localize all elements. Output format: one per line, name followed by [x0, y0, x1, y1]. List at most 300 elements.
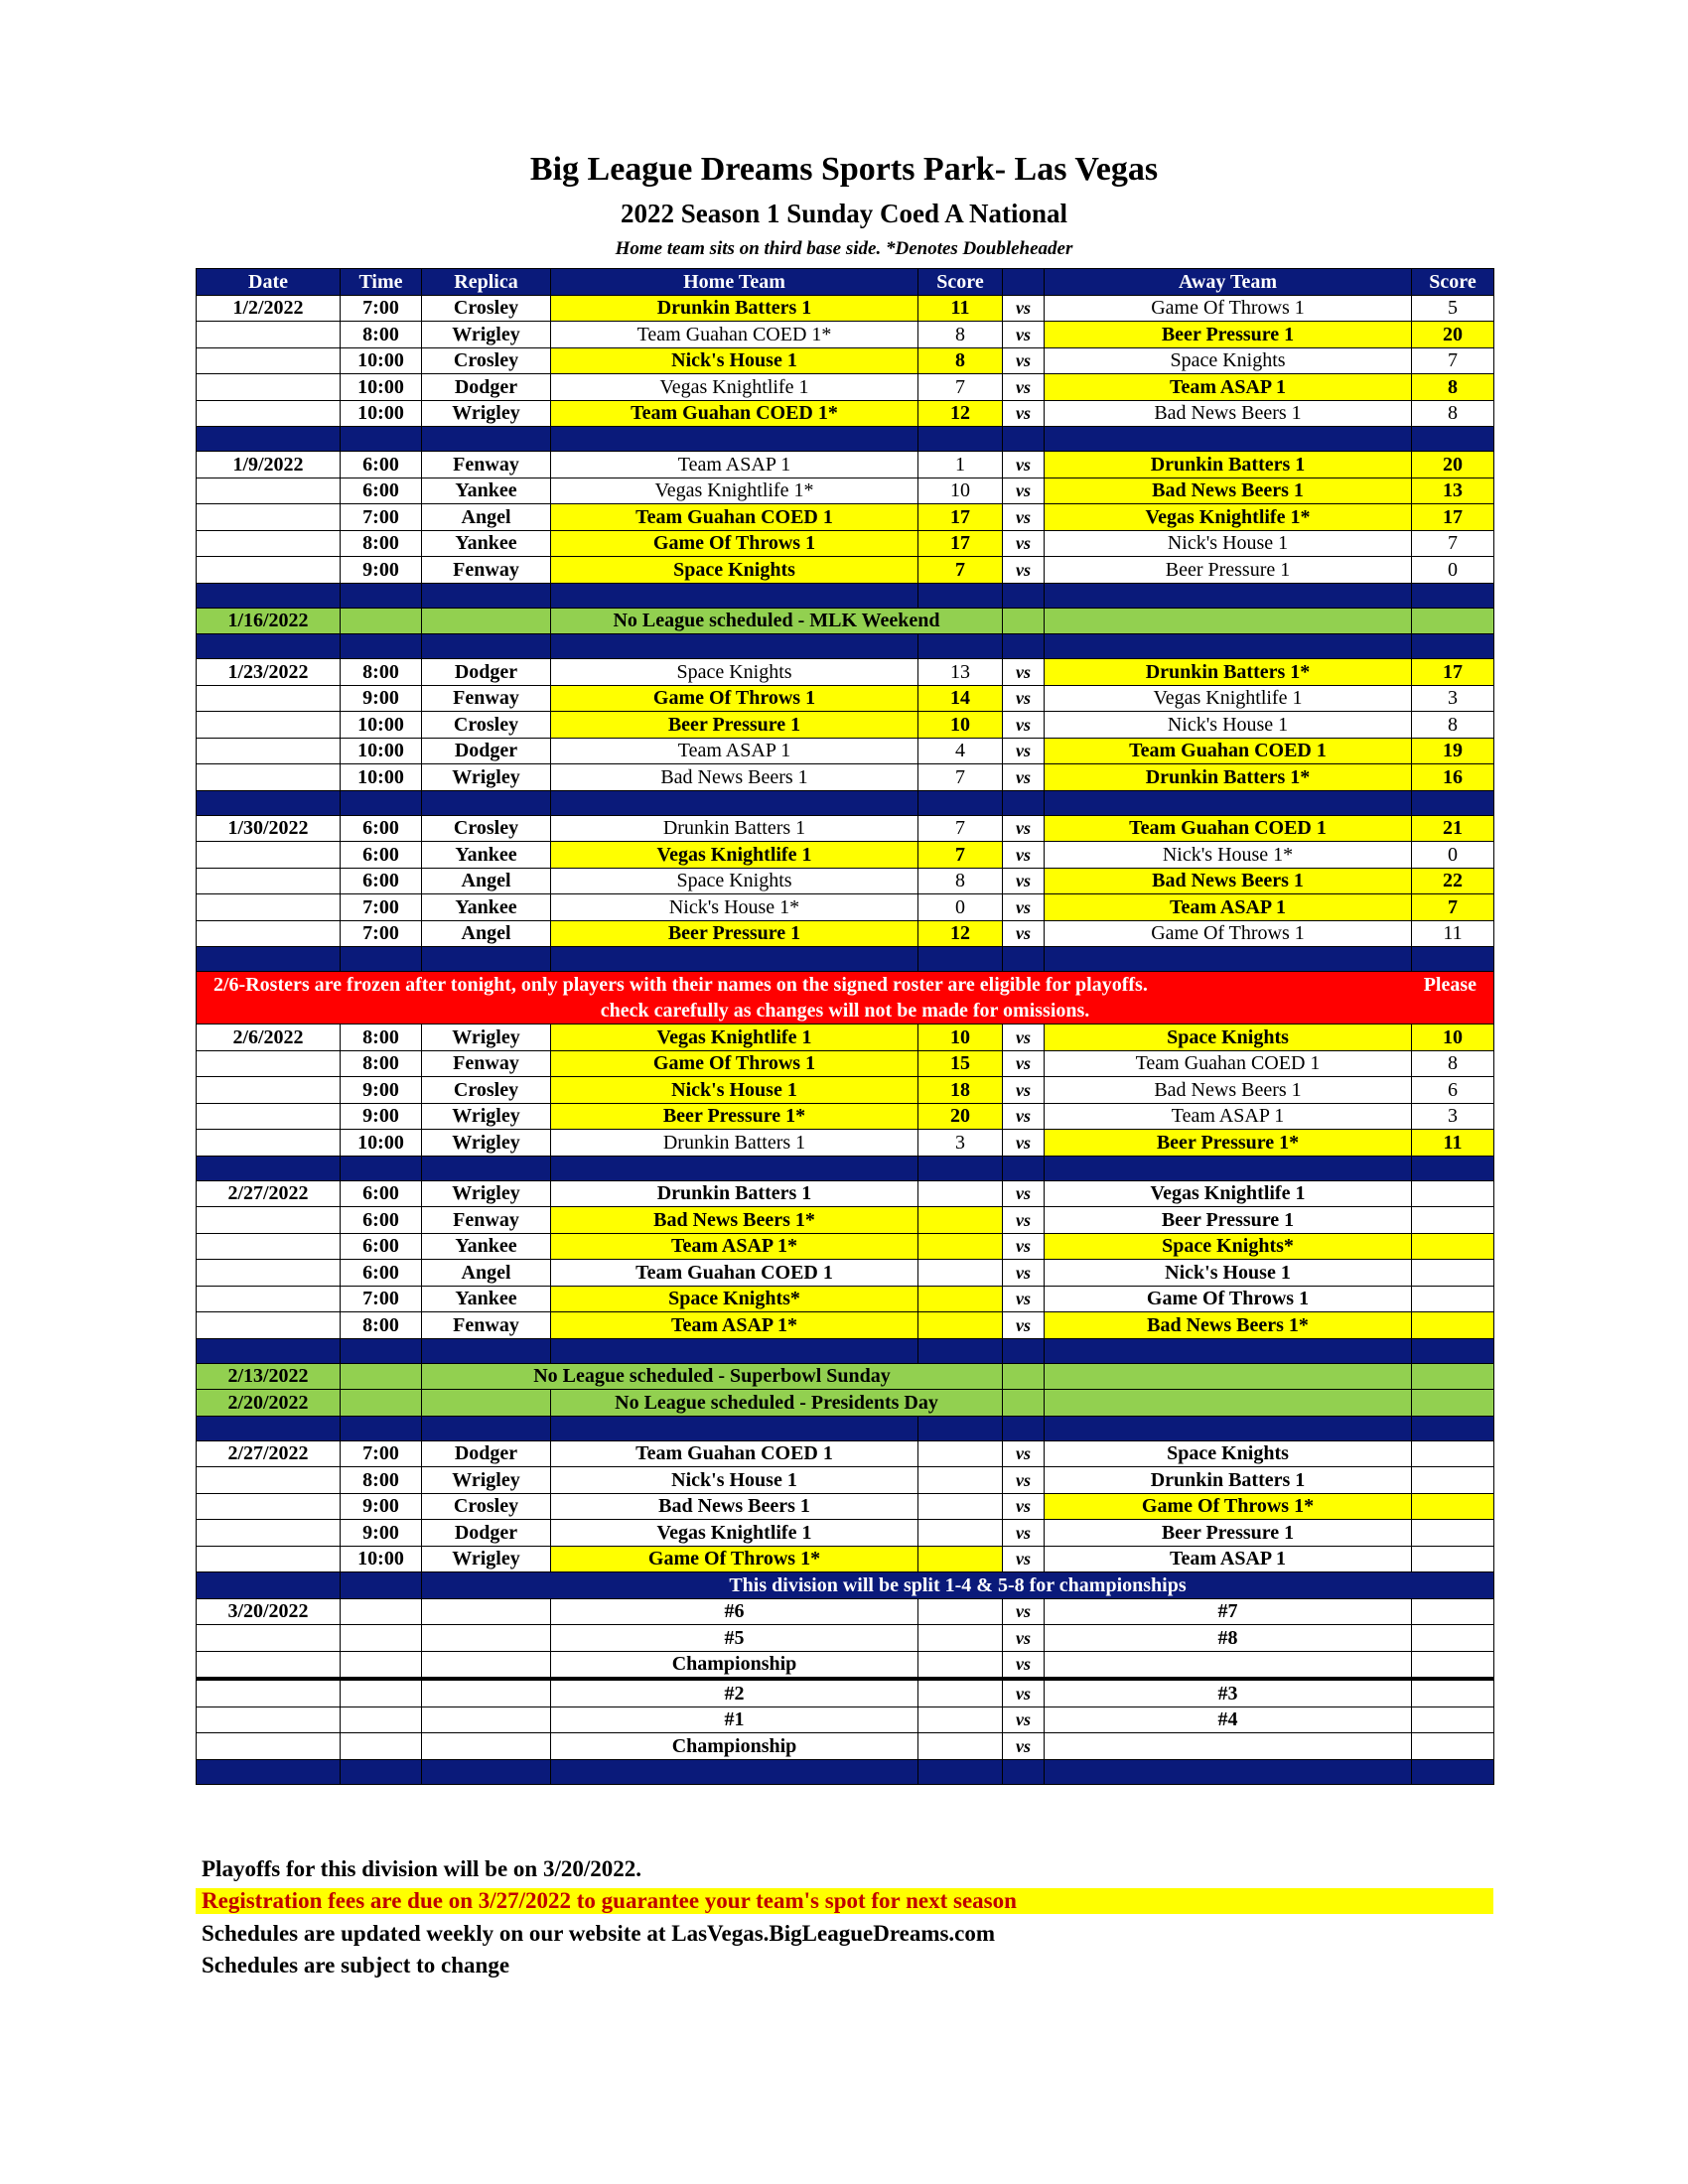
no-league-message: No League scheduled - MLK Weekend — [551, 608, 1003, 634]
replica-cell: Fenway — [422, 1207, 551, 1234]
vs-cell: vs — [1003, 738, 1045, 764]
game-row — [197, 1103, 1494, 1130]
roster-alert-row — [197, 972, 1494, 1024]
game-row — [197, 374, 1494, 401]
game-row — [197, 842, 1494, 869]
separator-cell — [341, 1416, 422, 1440]
time-cell: 9:00 — [341, 1077, 422, 1104]
time-cell: 6:00 — [341, 478, 422, 504]
separator-cell — [1412, 634, 1494, 659]
vs-cell: vs — [1003, 1286, 1045, 1312]
date-cell — [197, 322, 341, 348]
separator-cell — [551, 1759, 918, 1784]
replica-cell: Crosley — [422, 295, 551, 322]
separator-cell — [1003, 1416, 1045, 1440]
away-team-cell: Team ASAP 1 — [1045, 1103, 1412, 1130]
time-cell: 6:00 — [341, 1180, 422, 1207]
time-cell: 10:00 — [341, 764, 422, 791]
away-team-cell: Nick's House 1 — [1045, 712, 1412, 739]
separator-cell — [422, 790, 551, 815]
time-cell — [341, 1572, 422, 1599]
column-header — [1003, 269, 1045, 296]
separator-cell — [918, 947, 1003, 972]
replica-cell: Dodger — [422, 1440, 551, 1467]
vs-cell: vs — [1003, 322, 1045, 348]
column-header: Score — [1412, 269, 1494, 296]
game-row — [197, 815, 1494, 842]
game-row — [197, 1207, 1494, 1234]
away-team-cell: #7 — [1045, 1598, 1412, 1625]
date-cell — [197, 1493, 341, 1520]
home-score-cell — [918, 1598, 1003, 1625]
date-cell — [197, 347, 341, 374]
game-row — [197, 557, 1494, 584]
away-team-cell: Team Guahan COED 1 — [1045, 738, 1412, 764]
away-score-cell — [1412, 1286, 1494, 1312]
separator-cell — [1045, 1759, 1412, 1784]
time-cell: 6:00 — [341, 815, 422, 842]
separator-row — [197, 1338, 1494, 1363]
away-cell — [1045, 608, 1412, 634]
separator-cell — [1045, 634, 1412, 659]
replica-cell: Yankee — [422, 478, 551, 504]
separator-cell — [197, 1759, 341, 1784]
time-cell — [341, 608, 422, 634]
time-cell: 8:00 — [341, 1312, 422, 1339]
vs-cell: vs — [1003, 347, 1045, 374]
vs-cell: vs — [1003, 1180, 1045, 1207]
game-row — [197, 400, 1494, 427]
vs-cell: vs — [1003, 1050, 1045, 1077]
away-team-cell: Game Of Throws 1 — [1045, 295, 1412, 322]
date-cell — [197, 894, 341, 921]
game-row — [197, 685, 1494, 712]
replica-cell: Fenway — [422, 452, 551, 478]
away-team-cell: Vegas Knightlife 1 — [1045, 1180, 1412, 1207]
home-score-cell: 1 — [918, 452, 1003, 478]
away-score-cell: 3 — [1412, 685, 1494, 712]
date-cell: 2/27/2022 — [197, 1180, 341, 1207]
column-header: Time — [341, 269, 422, 296]
vs-cell: vs — [1003, 295, 1045, 322]
column-header: Away Team — [1045, 269, 1412, 296]
home-score-cell — [918, 1312, 1003, 1339]
away-team-cell: Beer Pressure 1 — [1045, 322, 1412, 348]
date-cell — [197, 504, 341, 531]
vs-cell: vs — [1003, 1233, 1045, 1260]
separator-cell — [1412, 947, 1494, 972]
time-cell: 7:00 — [341, 920, 422, 947]
date-cell: 1/2/2022 — [197, 295, 341, 322]
separator-cell — [918, 1416, 1003, 1440]
replica-cell — [422, 1679, 551, 1706]
replica-cell: Angel — [422, 920, 551, 947]
date-cell: 2/20/2022 — [197, 1390, 341, 1417]
replica-cell: Wrigley — [422, 1180, 551, 1207]
away-team-cell: Nick's House 1 — [1045, 1260, 1412, 1287]
vs-cell: vs — [1003, 557, 1045, 584]
replica-cell: Wrigley — [422, 1024, 551, 1051]
away-score-cell — [1412, 1233, 1494, 1260]
vs-cell: vs — [1003, 1679, 1045, 1706]
date-cell: 1/16/2022 — [197, 608, 341, 634]
home-score-cell: 7 — [918, 764, 1003, 791]
away-score-cell — [1412, 1312, 1494, 1339]
away-team-cell: Team ASAP 1 — [1045, 1546, 1412, 1572]
home-team-cell: Space Knights — [551, 868, 918, 894]
game-row — [197, 1024, 1494, 1051]
replica-cell: Yankee — [422, 530, 551, 557]
alert-line-1-end: Please — [1423, 974, 1477, 996]
home-score-cell — [918, 1546, 1003, 1572]
score-cell — [1412, 608, 1494, 634]
away-team-cell: Beer Pressure 1 — [1045, 1207, 1412, 1234]
home-score-cell: 8 — [918, 347, 1003, 374]
replica-cell: Wrigley — [422, 1130, 551, 1157]
game-row — [197, 659, 1494, 686]
home-team-cell: Nick's House 1* — [551, 894, 918, 921]
home-team-cell: Space Knights — [551, 659, 918, 686]
home-score-cell: 7 — [918, 815, 1003, 842]
home-team-cell: #1 — [551, 1706, 918, 1733]
vs-cell: vs — [1003, 1103, 1045, 1130]
away-team-cell: Drunkin Batters 1* — [1045, 659, 1412, 686]
time-cell: 6:00 — [341, 452, 422, 478]
away-score-cell — [1412, 1440, 1494, 1467]
separator-cell — [341, 1156, 422, 1180]
vs-cell: vs — [1003, 1493, 1045, 1520]
away-score-cell: 8 — [1412, 1050, 1494, 1077]
schedule-table — [196, 268, 1494, 1785]
date-cell: 2/27/2022 — [197, 1440, 341, 1467]
home-team-cell: Team ASAP 1 — [551, 738, 918, 764]
away-team-cell: Bad News Beers 1 — [1045, 478, 1412, 504]
date-cell — [197, 1572, 341, 1599]
time-cell — [341, 1390, 422, 1417]
date-cell — [197, 764, 341, 791]
game-row — [197, 1467, 1494, 1494]
game-row — [197, 1050, 1494, 1077]
separator-cell — [197, 634, 341, 659]
away-score-cell: 17 — [1412, 659, 1494, 686]
separator-cell — [1412, 427, 1494, 452]
separator-cell — [422, 634, 551, 659]
vs-cell: vs — [1003, 504, 1045, 531]
separator-cell — [197, 1416, 341, 1440]
vs-cell: vs — [1003, 1546, 1045, 1572]
separator-cell — [551, 634, 918, 659]
separator-cell — [551, 583, 918, 608]
home-score-cell — [918, 1651, 1003, 1679]
away-score-cell: 7 — [1412, 347, 1494, 374]
away-score-cell: 20 — [1412, 322, 1494, 348]
replica-cell: Wrigley — [422, 1546, 551, 1572]
home-team-cell: Game Of Throws 1 — [551, 685, 918, 712]
date-cell — [197, 1130, 341, 1157]
vs-cell: vs — [1003, 1130, 1045, 1157]
vs-cell: vs — [1003, 815, 1045, 842]
separator-cell — [422, 1759, 551, 1784]
game-row — [197, 1286, 1494, 1312]
date-cell: 1/23/2022 — [197, 659, 341, 686]
vs-cell: vs — [1003, 1260, 1045, 1287]
away-team-cell: Space Knights* — [1045, 1233, 1412, 1260]
game-row — [197, 504, 1494, 531]
separator-row — [197, 583, 1494, 608]
home-team-cell: Game Of Throws 1 — [551, 1050, 918, 1077]
separator-cell — [1003, 583, 1045, 608]
home-team-cell: Drunkin Batters 1 — [551, 1130, 918, 1157]
separator-cell — [551, 790, 918, 815]
vs-cell: vs — [1003, 1024, 1045, 1051]
date-cell — [197, 1467, 341, 1494]
vs-cell: vs — [1003, 712, 1045, 739]
date-cell: 1/9/2022 — [197, 452, 341, 478]
away-score-cell: 7 — [1412, 894, 1494, 921]
date-cell — [197, 1050, 341, 1077]
vs-cell — [1003, 1363, 1045, 1390]
separator-row — [197, 427, 1494, 452]
replica-cell: Angel — [422, 868, 551, 894]
date-cell — [197, 920, 341, 947]
game-row — [197, 738, 1494, 764]
date-cell — [197, 1260, 341, 1287]
time-cell: 7:00 — [341, 504, 422, 531]
home-score-cell: 0 — [918, 894, 1003, 921]
away-cell — [1045, 1390, 1412, 1417]
vs-cell: vs — [1003, 530, 1045, 557]
home-team-cell: Team Guahan COED 1* — [551, 322, 918, 348]
away-score-cell — [1412, 1260, 1494, 1287]
home-score-cell: 7 — [918, 374, 1003, 401]
separator-cell — [918, 634, 1003, 659]
home-score-cell: 7 — [918, 557, 1003, 584]
replica-cell — [422, 1733, 551, 1760]
separator-cell — [197, 1338, 341, 1363]
away-team-cell: Space Knights — [1045, 1440, 1412, 1467]
time-cell: 8:00 — [341, 1050, 422, 1077]
home-score-cell — [918, 1706, 1003, 1733]
date-cell: 2/6/2022 — [197, 1024, 341, 1051]
separator-cell — [1003, 790, 1045, 815]
vs-cell: vs — [1003, 1440, 1045, 1467]
away-score-cell: 16 — [1412, 764, 1494, 791]
footer-website: Schedules are updated weekly on our website at LasVegas.BigLeagueDreams.com — [202, 1921, 996, 1946]
division-split-row — [197, 1572, 1494, 1599]
time-cell — [341, 1706, 422, 1733]
away-team-cell: Drunkin Batters 1 — [1045, 1467, 1412, 1494]
away-score-cell — [1412, 1733, 1494, 1760]
time-cell — [341, 1733, 422, 1760]
separator-cell — [1045, 427, 1412, 452]
away-team-cell: Nick's House 1* — [1045, 842, 1412, 869]
away-score-cell: 8 — [1412, 400, 1494, 427]
game-row — [197, 295, 1494, 322]
footer-registration: Registration fees are due on 3/27/2022 to guarantee your team's spot for next season — [196, 1888, 1493, 1914]
time-cell: 10:00 — [341, 1546, 422, 1572]
date-cell — [197, 1679, 341, 1706]
footer-disclaimer: Schedules are subject to change — [202, 1953, 510, 1978]
game-row — [197, 347, 1494, 374]
date-cell: 1/30/2022 — [197, 815, 341, 842]
vs-cell: vs — [1003, 920, 1045, 947]
separator-cell — [551, 427, 918, 452]
away-team-cell: Bad News Beers 1 — [1045, 400, 1412, 427]
game-row — [197, 764, 1494, 791]
separator-cell — [1003, 1338, 1045, 1363]
home-team-cell: Vegas Knightlife 1 — [551, 374, 918, 401]
away-team-cell: Space Knights — [1045, 1024, 1412, 1051]
away-score-cell: 3 — [1412, 1103, 1494, 1130]
roster-alert-message — [197, 972, 1494, 1024]
no-league-row — [197, 1390, 1494, 1417]
home-team-cell: #2 — [551, 1679, 918, 1706]
home-team-cell: #6 — [551, 1598, 918, 1625]
time-cell: 10:00 — [341, 1130, 422, 1157]
time-cell: 9:00 — [341, 1103, 422, 1130]
date-cell — [197, 1733, 341, 1760]
separator-cell — [1412, 1338, 1494, 1363]
separator-cell — [551, 947, 918, 972]
date-cell — [197, 1077, 341, 1104]
away-cell — [1045, 1363, 1412, 1390]
replica-cell — [422, 1625, 551, 1652]
away-team-cell: Beer Pressure 1 — [1045, 557, 1412, 584]
replica-cell — [422, 1390, 551, 1417]
separator-cell — [1003, 1156, 1045, 1180]
away-team-cell: Game Of Throws 1* — [1045, 1493, 1412, 1520]
date-cell — [197, 400, 341, 427]
home-team-cell: Team ASAP 1* — [551, 1312, 918, 1339]
replica-cell: Yankee — [422, 894, 551, 921]
date-cell — [197, 712, 341, 739]
separator-cell — [551, 1338, 918, 1363]
time-cell: 10:00 — [341, 347, 422, 374]
replica-cell: Yankee — [422, 1286, 551, 1312]
home-score-cell: 18 — [918, 1077, 1003, 1104]
time-cell: 9:00 — [341, 557, 422, 584]
separator-cell — [1003, 634, 1045, 659]
vs-cell: vs — [1003, 1077, 1045, 1104]
replica-cell: Wrigley — [422, 322, 551, 348]
replica-cell: Dodger — [422, 738, 551, 764]
separator-row — [197, 790, 1494, 815]
vs-cell: vs — [1003, 1207, 1045, 1234]
away-team-cell: Bad News Beers 1* — [1045, 1312, 1412, 1339]
home-team-cell: Game Of Throws 1 — [551, 530, 918, 557]
separator-cell — [1045, 1416, 1412, 1440]
home-score-cell: 12 — [918, 400, 1003, 427]
vs-cell: vs — [1003, 1467, 1045, 1494]
away-score-cell: 6 — [1412, 1077, 1494, 1104]
time-cell — [341, 1363, 422, 1390]
away-score-cell: 7 — [1412, 530, 1494, 557]
home-team-cell: Championship — [551, 1733, 918, 1760]
away-score-cell — [1412, 1180, 1494, 1207]
away-team-cell: Team ASAP 1 — [1045, 374, 1412, 401]
separator-cell — [422, 427, 551, 452]
separator-cell — [918, 583, 1003, 608]
home-team-cell: Team Guahan COED 1 — [551, 1260, 918, 1287]
separator-cell — [422, 947, 551, 972]
separator-row — [197, 947, 1494, 972]
home-team-cell: Team Guahan COED 1 — [551, 1440, 918, 1467]
date-cell — [197, 1103, 341, 1130]
alert-line-1: 2/6-Rosters are frozen after tonight, only players with their names on the signed roster are eligible for playoffs. — [213, 974, 1148, 996]
column-header: Score — [918, 269, 1003, 296]
home-score-cell: 10 — [918, 712, 1003, 739]
separator-cell — [197, 1156, 341, 1180]
away-score-cell: 8 — [1412, 374, 1494, 401]
home-team-cell: Game Of Throws 1* — [551, 1546, 918, 1572]
replica-cell: Fenway — [422, 1312, 551, 1339]
replica-cell: Dodger — [422, 1520, 551, 1547]
home-team-cell: Bad News Beers 1 — [551, 764, 918, 791]
separator-cell — [422, 1416, 551, 1440]
time-cell: 7:00 — [341, 1440, 422, 1467]
home-team-cell: Team ASAP 1* — [551, 1233, 918, 1260]
home-team-cell: Nick's House 1 — [551, 347, 918, 374]
away-team-cell: Vegas Knightlife 1 — [1045, 685, 1412, 712]
replica-cell: Angel — [422, 504, 551, 531]
separator-row — [197, 1156, 1494, 1180]
home-team-cell: Vegas Knightlife 1 — [551, 1024, 918, 1051]
replica-cell: Wrigley — [422, 1467, 551, 1494]
vs-cell: vs — [1003, 452, 1045, 478]
home-team-cell: Drunkin Batters 1 — [551, 815, 918, 842]
separator-cell — [1003, 947, 1045, 972]
away-score-cell: 21 — [1412, 815, 1494, 842]
time-cell — [341, 1679, 422, 1706]
home-score-cell: 11 — [918, 295, 1003, 322]
game-row — [197, 920, 1494, 947]
time-cell: 8:00 — [341, 322, 422, 348]
separator-cell — [422, 1156, 551, 1180]
away-score-cell: 22 — [1412, 868, 1494, 894]
replica-cell: Wrigley — [422, 764, 551, 791]
date-cell — [197, 868, 341, 894]
away-team-cell — [1045, 1651, 1412, 1679]
vs-cell: vs — [1003, 374, 1045, 401]
away-team-cell: Bad News Beers 1 — [1045, 868, 1412, 894]
separator-cell — [1412, 1156, 1494, 1180]
home-score-cell: 15 — [918, 1050, 1003, 1077]
time-cell: 10:00 — [341, 374, 422, 401]
no-league-row — [197, 608, 1494, 634]
away-score-cell — [1412, 1625, 1494, 1652]
home-score-cell: 8 — [918, 322, 1003, 348]
vs-cell: vs — [1003, 1520, 1045, 1547]
date-cell: 2/13/2022 — [197, 1363, 341, 1390]
separator-cell — [1412, 1416, 1494, 1440]
time-cell: 7:00 — [341, 894, 422, 921]
away-team-cell: #3 — [1045, 1679, 1412, 1706]
home-score-cell: 4 — [918, 738, 1003, 764]
replica-cell: Dodger — [422, 659, 551, 686]
home-team-cell: Team Guahan COED 1* — [551, 400, 918, 427]
game-row — [197, 1077, 1494, 1104]
game-row — [197, 1546, 1494, 1572]
date-cell — [197, 1546, 341, 1572]
home-score-cell: 12 — [918, 920, 1003, 947]
home-team-cell: Beer Pressure 1* — [551, 1103, 918, 1130]
away-score-cell — [1412, 1651, 1494, 1679]
separator-cell — [341, 790, 422, 815]
home-team-cell: Drunkin Batters 1 — [551, 1180, 918, 1207]
vs-cell: vs — [1003, 400, 1045, 427]
time-cell: 8:00 — [341, 530, 422, 557]
away-score-cell: 0 — [1412, 842, 1494, 869]
